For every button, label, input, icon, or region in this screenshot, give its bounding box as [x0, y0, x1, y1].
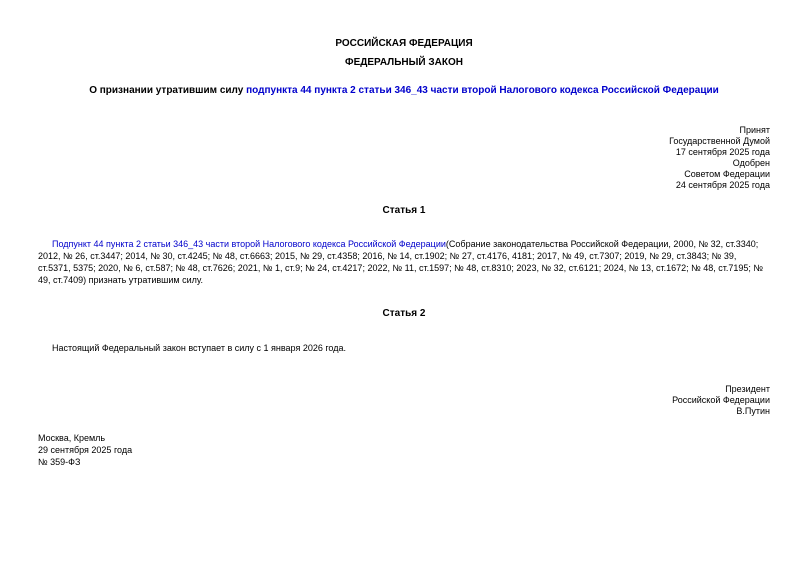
adoption-line: 17 сентября 2025 года	[675, 147, 770, 157]
signature-line: Российской Федерации	[672, 395, 770, 405]
adoption-line: Принят	[739, 125, 770, 135]
article2-heading: Статья 2	[382, 308, 426, 319]
adoption-block	[38, 125, 770, 191]
article2-paragraph: Настоящий Федеральный закон вступает в силу с 1 января 2026 года.	[52, 343, 346, 353]
signature-block	[38, 384, 770, 417]
footer-block	[38, 432, 770, 468]
adoption-line: 24 сентября 2025 года	[675, 180, 770, 190]
law-title-link[interactable]: подпункта 44 пункта 2 статьи 346_43 части второй Налогового кодекса Российской Федерации	[246, 85, 719, 96]
header-doc-type: ФЕДЕРАЛЬНЫЙ ЗАКОН	[345, 57, 463, 68]
signature-line: Президент	[725, 384, 770, 394]
adoption-line: Одобрен	[732, 158, 770, 168]
footer-line: Москва, Кремль	[38, 433, 106, 443]
signature-line: В.Путин	[736, 406, 770, 416]
footer-line: 29 сентября 2025 года	[38, 445, 133, 455]
article1-text: (Собрание законодательства Российской Федерации, 2000, № 32, ст.3340; 2012, № 26, ст.3447; 2014, № 30, ст.4245; № 48, ст.6663; 2015, № 29, ст.4358; 2016, № 14, ст.1902; № 27, ст.4176, 4181; 2017, № 49, ст.7307; 2019, № 29, ст.3843; № 39, ст.5371, 5375; 2020, № 6, ст.587; № 48, ст.7626; 2021, № 1, ст.9; № 24, ст.4217; 2022, № 11, ст.1597; № 48, ст.8310; 2023, № 32, ст.6121; 2024, № 13, ст.1672; № 48, ст.7195; № 49, ст.7409) признать утратившим силу.	[38, 239, 764, 285]
adoption-line: Государственной Думой	[669, 136, 770, 146]
header-country: РОССИЙСКАЯ ФЕДЕРАЦИЯ	[335, 38, 473, 49]
article1-paragraph	[38, 238, 770, 286]
law-title	[38, 85, 770, 97]
article1-link[interactable]: Подпункт 44 пункта 2 статьи 346_43 части второй Налогового кодекса Российской Федерации	[52, 239, 446, 249]
law-title-prefix: О признании утратившим силу	[89, 85, 247, 96]
article1-heading: Статья 1	[382, 205, 426, 216]
adoption-line: Советом Федерации	[684, 169, 770, 179]
footer-line: № 359-ФЗ	[38, 457, 81, 467]
